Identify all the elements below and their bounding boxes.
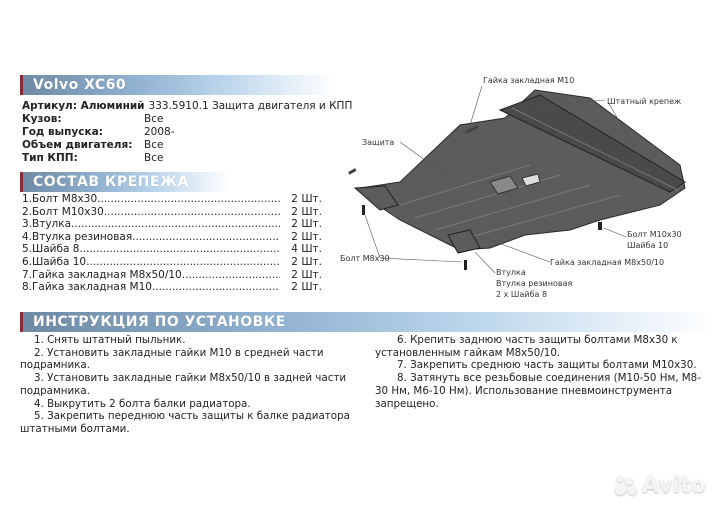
part-name: 2.Болт М10х30 ..... <box>22 206 280 219</box>
list-item <box>22 281 322 294</box>
list-item <box>22 206 322 219</box>
install-step: 5. Закрепить переднюю часть защиты к балке радиатора штатными болтами. <box>20 410 350 435</box>
spec-key: Год выпуска: <box>22 126 103 138</box>
spec-row <box>22 113 352 126</box>
label-washer-8: 2 х Шайба 8 <box>496 290 548 299</box>
part-name: 7.Гайка закладная М8х50/10 ..... <box>22 269 280 282</box>
part-qty: 2 Шт. <box>291 281 322 294</box>
spec-value: 333.5910.1 Защита двигателя и КПП <box>148 100 353 112</box>
part-qty: 2 Шт. <box>291 230 322 243</box>
spec-value: Все <box>144 139 164 151</box>
fastener-list <box>22 193 322 294</box>
install-title: ИНСТРУКЦИЯ ПО УСТАНОВКЕ <box>33 314 286 330</box>
install-step: 8. Затянуть все резьбовые соединения (М10-50 Нм, М8-30 Нм, М6-10 Нм). Использование пневмоинструмента запрещено. <box>375 372 701 410</box>
part-name: 6.Шайба 10 ..... <box>22 256 280 269</box>
part-qty: 2 Шт. <box>291 193 322 205</box>
fasteners-title: СОСТАВ КРЕПЕЖА <box>33 174 189 190</box>
install-header <box>20 312 715 332</box>
part-qty: 2 Шт. <box>291 218 322 231</box>
avito-logo-icon <box>615 476 639 496</box>
install-step: 3. Установить закладные гайки М8х50/10 в задней части подрамника. <box>20 372 347 397</box>
fasteners-header <box>20 172 230 192</box>
guard-diagram <box>340 70 720 299</box>
label-nut-m10: Гайка закладная М10 <box>483 76 575 85</box>
spec-key: Артикул: Алюминий <box>22 100 145 112</box>
list-item <box>22 193 322 206</box>
spec-key: Кузов: <box>22 113 62 125</box>
install-step: 7. Закрепить среднюю часть защиты болтами М10х30. <box>397 359 697 372</box>
part-name: 5.Шайба 8 ..... <box>22 243 280 256</box>
label-bushing: Втулка <box>496 268 526 277</box>
spec-row <box>22 139 352 152</box>
avito-watermark <box>615 473 706 498</box>
spec-table <box>22 100 352 165</box>
install-step: 2. Установить закладные гайки М10 в средней части подрамника. <box>20 346 324 372</box>
label-bolt-m8: Болт М8х30 <box>340 254 390 263</box>
part-qty: 2 Шт. <box>291 205 322 218</box>
install-steps-right <box>375 334 710 410</box>
list-item <box>22 231 322 244</box>
part-qty: 4 Шт. <box>291 243 322 256</box>
label-bolt-m10: Болт М10х30 <box>627 230 682 239</box>
spec-row <box>22 100 352 113</box>
part-qty: 2 Шт. <box>291 255 322 268</box>
spec-value: Все <box>144 113 164 125</box>
part-name: 1.Болт М8х30 ..... <box>22 193 280 206</box>
list-item <box>22 218 322 231</box>
list-item <box>22 256 322 269</box>
label-washer-10: Шайба 10 <box>627 241 669 250</box>
label-rubber-bushing: Втулка резиновая <box>496 279 573 288</box>
spec-value: 2008- <box>144 126 175 138</box>
spec-row <box>22 126 352 139</box>
model-title: Volvo XC60 <box>33 77 127 93</box>
model-header <box>20 75 335 95</box>
install-step: 4. Выкрутить 2 болта балки радиатора. <box>34 397 251 410</box>
spec-row <box>22 152 352 165</box>
part-name: 4.Втулка резиновая ..... <box>22 231 280 244</box>
part-name: 3.Втулка ..... <box>22 218 280 231</box>
install-steps-left <box>20 334 365 436</box>
label-nut-m8: Гайка закладная М8х50/10 <box>550 258 665 267</box>
spec-value: Все <box>144 152 164 164</box>
list-item <box>22 243 322 256</box>
avito-text: Avito <box>642 473 706 498</box>
spec-key: Объем двигателя: <box>22 139 133 151</box>
label-stock-mount: Штатный крепеж <box>607 97 682 106</box>
part-qty: 2 Шт. <box>291 268 322 281</box>
part-name: 8.Гайка закладная М10 ..... <box>22 281 280 294</box>
spec-key: Тип КПП: <box>22 152 78 164</box>
list-item <box>22 269 322 282</box>
label-guard: Защита <box>362 138 395 147</box>
install-step: 6. Крепить заднюю часть защиты болтами М8х30 к установленным гайкам М8х50/10. <box>375 334 678 359</box>
install-step: 1. Снять штатный пыльник. <box>34 334 186 346</box>
